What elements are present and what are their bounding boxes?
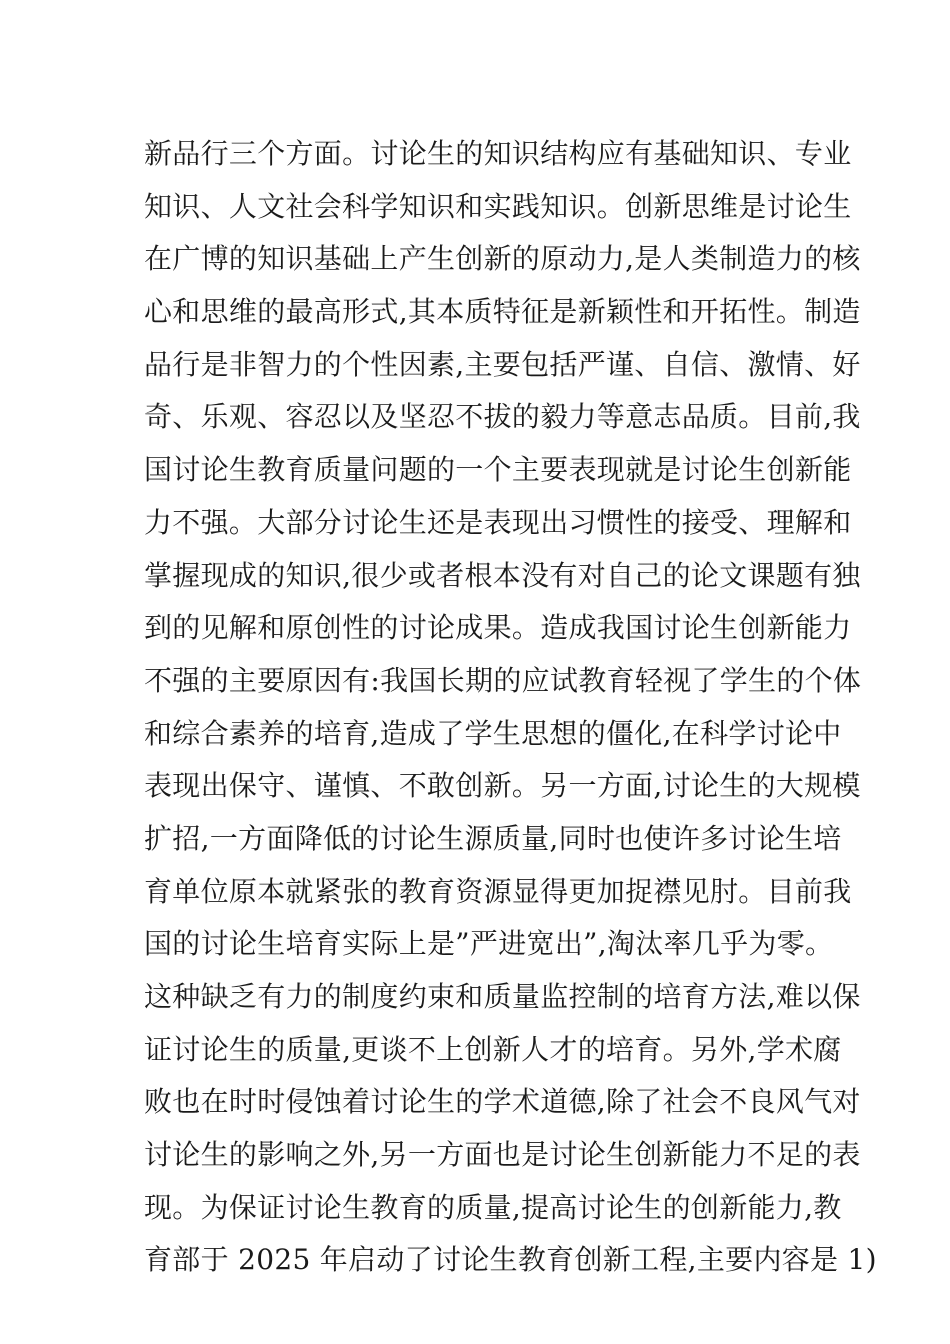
text-line-15: 育单位原本就紧张的教育资源显得更加捉襟见肘。目前我 xyxy=(144,874,852,908)
text-line-2: 知识、人文社会科学知识和实践知识。创新思维是讨论生 xyxy=(144,189,852,223)
text-line-12: 和综合素养的培育,造成了学生思想的僵化,在科学讨论中 xyxy=(144,716,842,750)
body-text xyxy=(144,128,877,1287)
text-line-3: 在广博的知识基础上产生创新的原动力,是人类制造力的核 xyxy=(144,242,861,276)
text-line-13: 表现出保守、谨慎、不敢创新。另一方面,讨论生的大规模 xyxy=(144,769,861,803)
text-line-7: 国讨论生教育质量问题的一个主要表现就是讨论生创新能 xyxy=(144,453,852,487)
text-line-6: 奇、乐观、容忍以及坚忍不拔的毅力等意志品质。目前,我 xyxy=(144,400,861,434)
text-line-11: 不强的主要原因有:我国长期的应试教育轻视了学生的个体 xyxy=(144,663,862,697)
text-line-4: 心和思维的最高形式,其本质特征是新颖性和开拓性。制造 xyxy=(144,295,861,329)
text-line-20: 讨论生的影响之外,另一方面也是讨论生创新能力不足的表 xyxy=(144,1138,861,1172)
text-line-16: 国的讨论生培育实际上是”严进宽出”,淘汰率几乎为零。 xyxy=(144,927,834,961)
text-line-5: 品行是非智力的个性因素,主要包括严谨、自信、激情、好 xyxy=(144,347,861,381)
text-line-1: 新品行三个方面。讨论生的知识结构应有基础知识、专业 xyxy=(144,137,852,170)
text-line-10: 到的见解和原创性的讨论成果。造成我国讨论生创新能力 xyxy=(144,611,852,645)
text-line-14: 扩招,一方面降低的讨论生源质量,同时也使许多讨论生培 xyxy=(144,821,842,855)
text-line-19: 败也在时时侵蚀着讨论生的学术道德,除了社会不良风气对 xyxy=(144,1085,861,1119)
text-line-22: 育部于 2025 年启动了讨论生教育创新工程,主要内容是 1) xyxy=(144,1243,877,1277)
text-line-18: 证讨论生的质量,更谈不上创新人才的培育。另外,学术腐 xyxy=(144,1032,842,1066)
text-line-9: 掌握现成的知识,很少或者根本没有对自己的论文课题有独 xyxy=(144,558,861,592)
text-line-17: 这种缺乏有力的制度约束和质量监控制的培育方法,难以保 xyxy=(144,980,861,1013)
text-line-21: 现。为保证讨论生教育的质量,提高讨论生的创新能力,教 xyxy=(144,1190,842,1224)
text-line-8: 力不强。大部分讨论生还是表现出习惯性的接受、理解和 xyxy=(144,505,852,539)
